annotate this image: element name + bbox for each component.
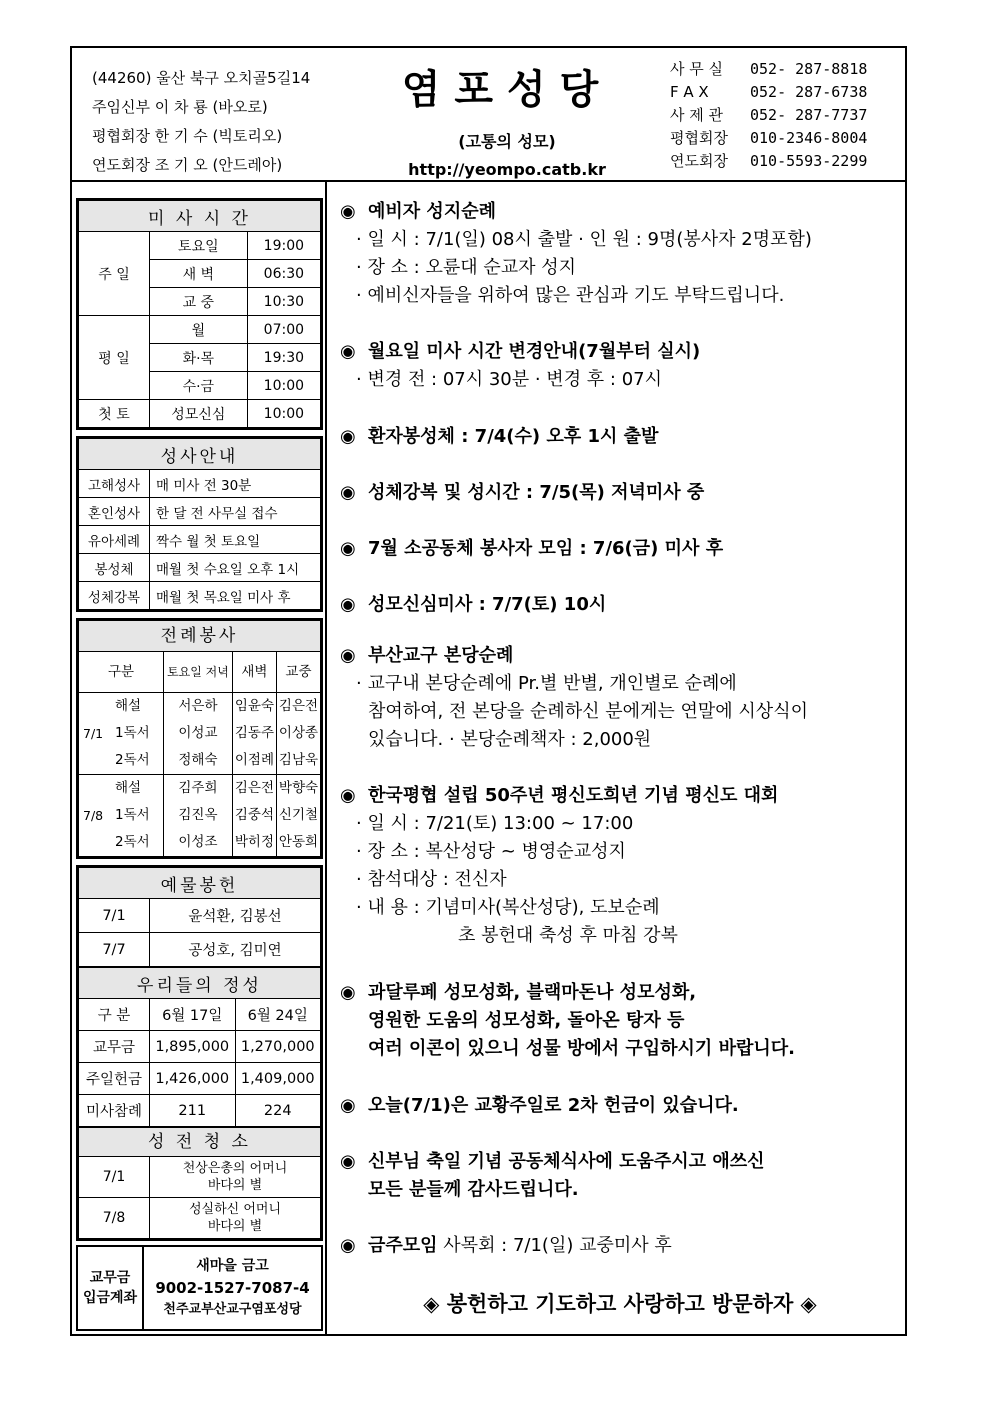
- bullet-icon: ◉: [340, 1095, 356, 1116]
- liturgy-person: 이점례: [234, 752, 274, 768]
- contact-row: [670, 127, 867, 150]
- account-number: 9002-1527-7087-4: [155, 1279, 310, 1297]
- mass-time: 10:00: [247, 400, 320, 428]
- offering-title: 예물봉헌: [79, 868, 321, 899]
- notice-line: · 장 소 : 복산성당 ~ 병영순교성지: [356, 841, 626, 862]
- mass-times-section: [76, 198, 323, 430]
- liturgy-person: 정해숙: [178, 752, 218, 768]
- mass-day: 월: [150, 316, 248, 344]
- mass-time: 19:00: [247, 232, 320, 260]
- notice-sick-communion: [340, 423, 658, 451]
- liturgy-roles: [115, 693, 150, 774]
- notice-title: 성체강복 및 성시간 : 7/5(목) 저녁미사 중: [368, 482, 705, 503]
- notice-title: 한국평협 설립 50주년 평신도희년 기념 평신도 대회: [368, 785, 779, 806]
- notice-title: 부산교구 본당순례: [368, 645, 514, 666]
- liturgy-person: 박향숙: [278, 780, 319, 796]
- cleaning-group: [150, 1157, 321, 1198]
- notice-benediction: [340, 479, 704, 507]
- notice-line: · 일 시 : 7/21(토) 13:00 ~ 17:00: [356, 813, 634, 834]
- district-chair: 연도회장 조 기 오 (안드레아): [92, 156, 283, 174]
- notice-line: · 일 시 : 7/1(일) 08시 출발 · 인 원 : 9명(봉사자 2명포함): [356, 229, 812, 250]
- contributions-header: 6월 24일: [235, 999, 321, 1031]
- contribution-value: 224: [235, 1095, 321, 1127]
- notice-line: · 예비신자들을 위하여 많은 관심과 기도 부탁드립니다.: [356, 285, 785, 306]
- bullet-icon: ◉: [340, 1235, 356, 1256]
- cleaning-group-line: 성실하신 어머니: [188, 1202, 282, 1217]
- notice-papal-collection: [340, 1092, 739, 1120]
- liturgy-header: 교중: [276, 652, 320, 693]
- liturgy-role: 2독서: [115, 834, 150, 850]
- liturgy-sat-cell: [164, 693, 233, 775]
- offering-date: 7/1: [79, 899, 150, 933]
- contribution-value: 1,270,000: [235, 1031, 321, 1063]
- contact-label: 연도회장: [670, 152, 728, 170]
- liturgy-person: 이상종: [278, 725, 319, 741]
- bullet-icon: ◉: [340, 426, 356, 447]
- mass-time: 10:00: [247, 372, 320, 400]
- cleaning-group-line: 바다의 별: [207, 1219, 263, 1234]
- liturgy-person: 서은하: [178, 698, 218, 714]
- notice-marian-mass: [340, 591, 606, 619]
- notice-line: 영원한 도움의 성모성화, 돌아온 탕자 등: [368, 1010, 685, 1031]
- bulletin-frame: [70, 46, 907, 1336]
- account-details: [144, 1247, 321, 1329]
- church-address: (44260) 울산 북구 오치골5길14: [92, 69, 311, 87]
- notice-title: 신부님 축일 기념 공동체식사에 도움주시고 애쓰신: [368, 1151, 765, 1172]
- contributions-table: [78, 967, 321, 1127]
- bullet-icon: ◉: [340, 645, 356, 666]
- contact-row: [670, 104, 867, 127]
- notice-icons-sale: [340, 979, 795, 1063]
- mass-time: 19:30: [247, 344, 320, 372]
- cleaning-group-line: 천상은총의 어머니: [182, 1161, 288, 1176]
- offering-names: 윤석환, 김봉선: [150, 899, 321, 933]
- bullet-icon: ◉: [340, 1151, 356, 1172]
- liturgy-person: 이성조: [178, 834, 218, 850]
- sunday-label: 주 일: [79, 232, 150, 316]
- liturgy-person: 이성교: [178, 725, 218, 741]
- liturgy-roles: [115, 775, 150, 856]
- notice-title: 성모신심미사 : 7/7(토) 10시: [368, 594, 607, 615]
- contact-value: 052- 287-8818: [750, 60, 868, 78]
- liturgy-table: [78, 620, 321, 857]
- weekday-label: 평 일: [79, 316, 150, 400]
- contribution-value: 1,895,000: [150, 1031, 236, 1063]
- notice-community-meeting: [340, 535, 723, 563]
- liturgy-person: 김중석: [234, 807, 274, 823]
- mass-times-table: [78, 200, 321, 428]
- liturgy-role: 1독서: [115, 807, 150, 823]
- church-subtitle: (고통의 성모): [458, 132, 556, 151]
- liturgy-date: 7/8: [83, 808, 104, 823]
- account-label: [78, 1247, 144, 1329]
- bullet-icon: ◉: [340, 201, 356, 222]
- contribution-value: 1,409,000: [235, 1063, 321, 1095]
- contribution-label: 미사참례: [79, 1095, 150, 1127]
- liturgy-dawn-cell: [232, 693, 276, 775]
- cleaning-date: 7/8: [79, 1198, 150, 1239]
- liturgy-person: 김주희: [178, 780, 218, 796]
- notice-title: 금주모임: [368, 1235, 438, 1256]
- sacraments-section: [76, 436, 323, 612]
- contributions-title: 우리들의 정성: [79, 968, 321, 999]
- cleaning-table: [78, 1127, 321, 1239]
- liturgy-role: 1독서: [115, 725, 150, 741]
- contact-label: 사 제 관: [670, 106, 724, 124]
- left-column: [76, 198, 323, 1331]
- contributions-header: 6월 17일: [150, 999, 236, 1031]
- mass-time: 07:00: [247, 316, 320, 344]
- sacrament-value: 매 미사 전 30분: [150, 470, 321, 498]
- liturgy-main-cell: [276, 693, 320, 775]
- mass-day: 수·금: [150, 372, 248, 400]
- sacrament-value: 한 달 전 사무실 접수: [150, 498, 321, 526]
- mass-day: 교 중: [150, 288, 248, 316]
- cleaning-date: 7/1: [79, 1157, 150, 1198]
- cleaning-section: [76, 1127, 323, 1241]
- contact-row: [670, 58, 867, 81]
- notice-diocese-pilgrimage: [340, 642, 808, 754]
- footer-motto: ◈ 봉헌하고 기도하고 사랑하고 방문하자 ◈: [423, 1292, 817, 1316]
- contact-row: [670, 81, 867, 104]
- notice-laity-conference: [340, 782, 778, 950]
- account-bank: 새마을 금고: [196, 1258, 269, 1274]
- sacrament-value: 짝수 월 첫 토요일: [150, 526, 321, 554]
- contact-value: 010-2346-8004: [750, 129, 868, 147]
- account-label-line: 입금계좌: [82, 1290, 138, 1306]
- contributions-header: 구 분: [79, 999, 150, 1031]
- sacrament-label: 고해성사: [79, 470, 150, 498]
- bullet-icon: ◉: [340, 594, 356, 615]
- liturgy-role: 해설: [115, 698, 142, 714]
- liturgy-dawn-cell: [232, 775, 276, 857]
- liturgy-person: 김동주: [234, 725, 274, 741]
- mass-time: 10:30: [247, 288, 320, 316]
- contact-value: 052- 287-6738: [750, 83, 868, 101]
- notice-line: 모든 분들께 감사드립니다.: [368, 1179, 579, 1200]
- liturgy-date: 7/1: [83, 726, 104, 741]
- contributions-section: [76, 967, 323, 1127]
- contribution-value: 1,426,000: [150, 1063, 236, 1095]
- notice-line: · 변경 전 : 07시 30분 · 변경 후 : 07시: [356, 369, 662, 390]
- sacrament-label: 유아세례: [79, 526, 150, 554]
- liturgy-header: 새벽: [232, 652, 276, 693]
- church-url[interactable]: http://yeompo.catb.kr: [408, 160, 606, 179]
- contact-value: 052- 287-7737: [750, 106, 868, 124]
- notice-line: 참여하여, 전 본당을 순례하신 분에게는 연말에 시상식이: [368, 701, 808, 722]
- header-title: [372, 58, 642, 179]
- offering-names: 공성호, 김미연: [150, 933, 321, 967]
- sacraments-title: 성사안내: [79, 439, 321, 470]
- account-box: [76, 1245, 323, 1331]
- account-holder: 천주교부산교구염포성당: [163, 1302, 302, 1317]
- liturgy-person: 김남욱: [278, 752, 319, 768]
- notice-line: · 장 소 : 오륜대 순교자 성지: [356, 257, 576, 278]
- contact-list: [670, 58, 867, 173]
- contribution-label: 주일헌금: [79, 1063, 150, 1095]
- liturgy-person: 김진옥: [178, 807, 218, 823]
- contact-label: 평협회장: [670, 129, 728, 147]
- liturgy-section: [76, 618, 323, 859]
- notice-title: 환자봉성체 : 7/4(수) 오후 1시 출발: [368, 426, 659, 447]
- liturgy-person: 박히정: [234, 834, 274, 850]
- bulletin-header: [72, 48, 905, 182]
- liturgy-header: 구분: [79, 652, 164, 693]
- sacrament-value: 매월 첫 수요일 오후 1시: [150, 554, 321, 582]
- notice-title: 예비자 성지순례: [368, 201, 496, 222]
- sacrament-label: 성체강복: [79, 582, 150, 610]
- bullet-icon: ◉: [340, 482, 356, 503]
- notice-line: 여러 이콘이 있으니 성물 방에서 구입하시기 바랍니다.: [368, 1038, 795, 1059]
- first-sat-label: 첫 토: [79, 400, 150, 428]
- contact-label: F A X: [670, 83, 709, 101]
- mass-times-title: 미 사 시 간: [79, 201, 321, 232]
- notice-weekly-meeting: [340, 1232, 672, 1260]
- sacrament-label: 봉성체: [79, 554, 150, 582]
- notice-monday-mass-change: [340, 338, 700, 394]
- liturgy-person: 김은전: [234, 780, 274, 796]
- liturgy-person: 안동희: [278, 834, 319, 850]
- priest-name: 주임신부 이 차 룡 (바오로): [92, 98, 268, 116]
- account-label-line: 교무금: [89, 1270, 131, 1286]
- column-divider: [325, 182, 327, 1334]
- contact-row: [670, 150, 867, 173]
- mass-day: 성모신심: [150, 400, 248, 428]
- notice-title: 과달루페 성모성화, 블랙마돈나 성모성화,: [368, 982, 697, 1003]
- liturgy-main-cell: [276, 775, 320, 857]
- church-name: 염포성당: [401, 66, 613, 113]
- notice-line: 초 봉헌대 축성 후 마침 강복: [458, 925, 678, 946]
- notice-title: 오늘(7/1)은 교황주일로 2차 헌금이 있습니다.: [368, 1095, 739, 1116]
- notice-title: 월요일 미사 시간 변경안내(7월부터 실시): [368, 341, 701, 362]
- liturgy-role: 해설: [115, 780, 142, 796]
- mass-time: 06:30: [247, 260, 320, 288]
- sacrament-value: 매월 첫 목요일 미사 후: [150, 582, 321, 610]
- bullet-icon: ◉: [340, 785, 356, 806]
- notice-title: 7월 소공동체 봉사자 모임 : 7/6(금) 미사 후: [368, 538, 724, 559]
- notice-line: · 교구내 본당순례에 Pr.별 반별, 개인별로 순례에: [356, 673, 737, 694]
- notice-line: 있습니다. · 본당순례책자 : 2,000원: [368, 729, 652, 750]
- liturgy-person: 임윤숙: [234, 698, 274, 714]
- notice-line: · 참석대상 : 전신자: [356, 869, 507, 890]
- liturgy-week-cell: [79, 775, 164, 857]
- contribution-label: 교무금: [79, 1031, 150, 1063]
- header-info: [92, 64, 310, 180]
- bullet-icon: ◉: [340, 982, 356, 1003]
- sacraments-table: [78, 438, 321, 610]
- notice-thanks: [340, 1148, 764, 1204]
- liturgy-person: 신기철: [278, 807, 319, 823]
- cleaning-group-line: 바다의 별: [207, 1178, 263, 1193]
- sacrament-label: 혼인성사: [79, 498, 150, 526]
- mass-day: 화·목: [150, 344, 248, 372]
- bullet-icon: ◉: [340, 538, 356, 559]
- notice-line: · 내 용 : 기념미사(복산성당), 도보순례: [356, 897, 660, 918]
- mass-day: 토요일: [150, 232, 248, 260]
- liturgy-week-cell: [79, 693, 164, 775]
- liturgy-person: 김은전: [278, 698, 319, 714]
- offering-section: [76, 865, 323, 967]
- offering-table: [78, 867, 321, 967]
- liturgy-sat-cell: [164, 775, 233, 857]
- liturgy-role: 2독서: [115, 752, 150, 768]
- cleaning-group: [150, 1198, 321, 1239]
- council-chair: 평협회장 한 기 수 (빅토리오): [92, 127, 283, 145]
- liturgy-header: 토요일 저녁: [164, 652, 233, 693]
- cleaning-title: 성 전 청 소: [79, 1128, 321, 1157]
- liturgy-title: 전례봉사: [79, 621, 321, 652]
- contact-value: 010-5593-2299: [750, 152, 868, 170]
- contact-label: 사 무 실: [670, 60, 724, 78]
- offering-date: 7/7: [79, 933, 150, 967]
- notice-detail: 사목회 : 7/1(일) 교중미사 후: [443, 1235, 672, 1256]
- bullet-icon: ◉: [340, 341, 356, 362]
- mass-day: 새 벽: [150, 260, 248, 288]
- notice-catechumen-pilgrimage: [340, 198, 812, 310]
- contribution-value: 211: [150, 1095, 236, 1127]
